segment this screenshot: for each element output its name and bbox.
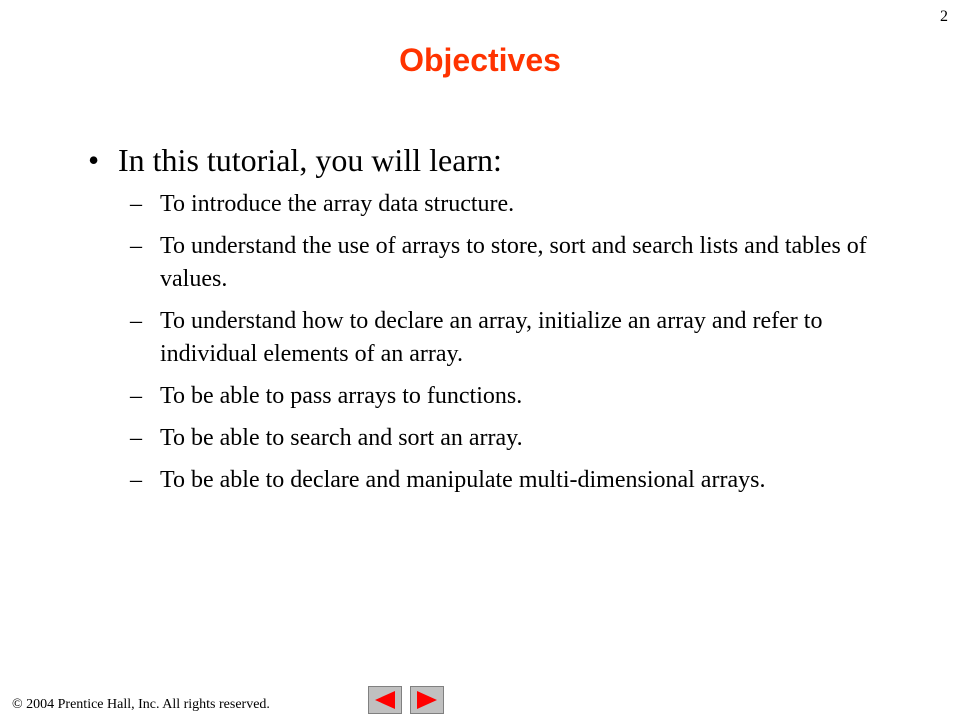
main-bullet xyxy=(88,138,908,182)
list-item-text: To introduce the array data structure. xyxy=(160,191,515,217)
list-item-text: To be able to pass arrays to functions. xyxy=(160,383,523,409)
dash-icon: – xyxy=(130,383,142,409)
slide-navigation xyxy=(368,686,444,714)
list-item xyxy=(130,464,908,497)
list-item-text: To be able to search and sort an array. xyxy=(160,425,523,451)
slide-number: 2 xyxy=(940,8,948,25)
list-item xyxy=(130,305,908,371)
list-item xyxy=(130,422,908,455)
dash-icon: – xyxy=(130,425,142,451)
bullet-icon: • xyxy=(88,142,100,178)
slide-title: Objectives xyxy=(399,42,561,78)
list-item-text: To understand the use of arrays to store, sort and search lists and tables of values. xyxy=(160,233,867,292)
list-item xyxy=(130,188,908,221)
list-item xyxy=(130,380,908,413)
next-slide-button[interactable] xyxy=(410,686,444,714)
objectives-list xyxy=(88,188,908,497)
next-arrow-icon xyxy=(413,689,441,711)
list-item xyxy=(130,230,908,296)
dash-icon: – xyxy=(130,233,142,259)
previous-slide-button[interactable] xyxy=(368,686,402,714)
main-bullet-text: In this tutorial, you will learn: xyxy=(118,142,502,178)
prev-arrow-icon xyxy=(371,689,399,711)
list-item-text: To understand how to declare an array, initialize an array and refer to individual elements of an array. xyxy=(160,308,823,367)
slide-content xyxy=(88,138,908,506)
dash-icon: – xyxy=(130,308,142,334)
dash-icon: – xyxy=(130,467,142,493)
list-item-text: To be able to declare and manipulate multi-dimensional arrays. xyxy=(160,467,766,493)
dash-icon: – xyxy=(130,191,142,217)
copyright-notice: © 2004 Prentice Hall, Inc. All rights reserved. xyxy=(12,697,270,712)
